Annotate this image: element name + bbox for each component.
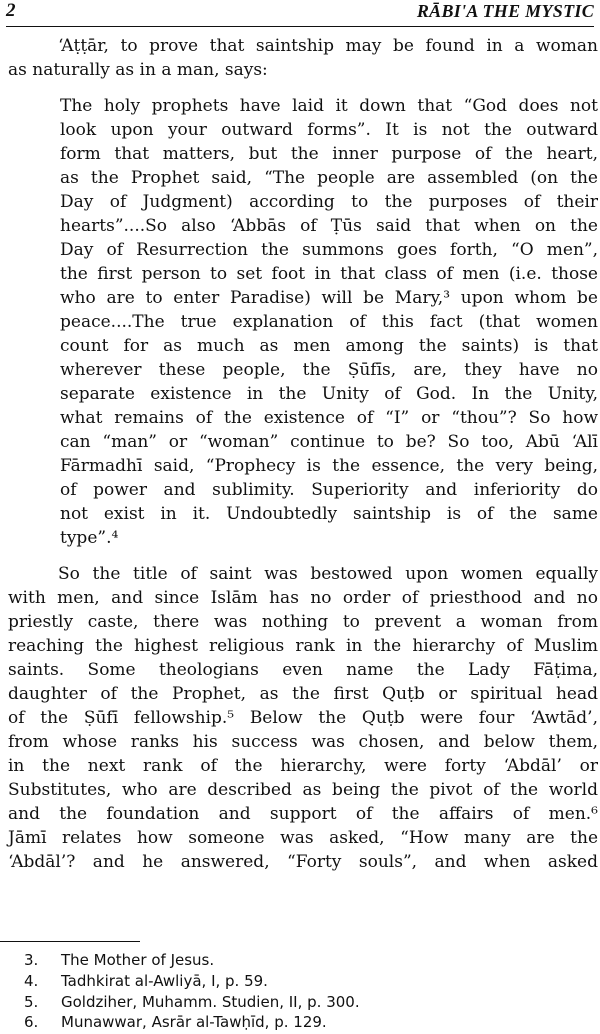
quote-line: hearts”....So also ‘Abbās of Ṭūs said that when on the (60, 216, 598, 236)
quote-line: not exist in it. Undoubtedly saintship is of the same (60, 504, 598, 524)
body-line: with men, and since Islām has no order of priesthood and no (8, 588, 598, 608)
quote-line: The holy prophets have laid it down that “God does not (60, 96, 598, 116)
quote-line: Fārmadhī said, “Prophecy is the essence, the very being, (60, 456, 598, 476)
body-line: ‘Abdāl’? and he answered, “Forty souls”, and when asked (8, 852, 598, 872)
footnote (24, 972, 594, 991)
body-line: priestly caste, there was nothing to prevent a woman from (8, 612, 598, 632)
footnote-rule (0, 941, 140, 942)
quote-line: what remains of the existence of “I” or “thou”? So how (60, 408, 598, 428)
body-line: saints. Some theologians even name the Lady Fāṭima, (8, 660, 598, 680)
quote-line: separate existence in the Unity of God. In the Unity, (60, 384, 598, 404)
footnote (24, 1013, 594, 1032)
body-line: and the foundation and support of the affairs of men.⁶ (8, 804, 598, 824)
quote-line: Day of Judgment) according to the purposes of their (60, 192, 598, 212)
footnote (24, 993, 594, 1012)
quote-line: as the Prophet said, “The people are assembled (on the (60, 168, 598, 188)
body-line: Jāmī relates how someone was asked, “How many are the (8, 828, 598, 848)
running-title: RĀBI'A THE MYSTIC (416, 1, 594, 21)
body-line: as naturally as in a man, says: (8, 60, 268, 80)
footnote-text: Munawwar, Asrār al-Tawḥīd, p. 129. (61, 1013, 327, 1031)
footnote-text: The Mother of Jesus. (61, 951, 215, 969)
quote-line: count for as much as men among the saints) is that (60, 336, 598, 356)
body-line: daughter of the Prophet, as the first Quṭb or spiritual head (8, 684, 598, 704)
quote-line: wherever these people, the Ṣūfīs, are, they have no (60, 360, 598, 380)
body-line: of the Ṣūfī fellowship.⁵ Below the Quṭb were four ‘Awtād’, (8, 708, 598, 728)
quote-line: form that matters, but the inner purpose of the heart, (60, 144, 598, 164)
quote-line: who are to enter Paradise) will be Mary,³ upon whom be (60, 288, 598, 308)
body-line: from whose ranks his success was chosen, and below them, (8, 732, 598, 752)
quote-line: of power and sublimity. Superiority and inferiority do (60, 480, 598, 500)
quote-line: peace....The true explanation of this fact (that women (60, 312, 598, 332)
quote-line: the first person to set foot in that class of men (i.e. those (60, 264, 598, 284)
quote-line: look upon your outward forms”. It is not the outward (60, 120, 598, 140)
quote-line: type”.⁴ (60, 528, 119, 548)
footnote-text: Tadhkirat al-Awliyā, I, p. 59. (61, 972, 268, 990)
page-number: 2 (6, 0, 16, 21)
footnote-number: 5. (24, 993, 39, 1011)
footnote-text: Goldziher, Muhamm. Studien, II, p. 300. (61, 993, 360, 1011)
body-line: So the title of saint was bestowed upon women equally (58, 564, 598, 584)
quote-line: Day of Resurrection the summons goes forth, “O men”, (60, 240, 598, 260)
body-line: in the next rank of the hierarchy, were forty ‘Abdāl’ or (8, 756, 598, 776)
footnote (24, 951, 594, 970)
footnote-number: 4. (24, 972, 39, 990)
body-line: reaching the highest religious rank in the hierarchy of Muslim (8, 636, 598, 656)
quote-line: can “man” or “woman” continue to be? So too, Abū ‘Alī (60, 432, 598, 452)
running-header (6, 0, 594, 27)
footnote-number: 3. (24, 951, 39, 969)
body-line: ‘Aṭṭār, to prove that saintship may be found in a woman (58, 36, 598, 56)
body-line: Substitutes, who are described as being the pivot of the world (8, 780, 598, 800)
footnote-number: 6. (24, 1013, 39, 1031)
